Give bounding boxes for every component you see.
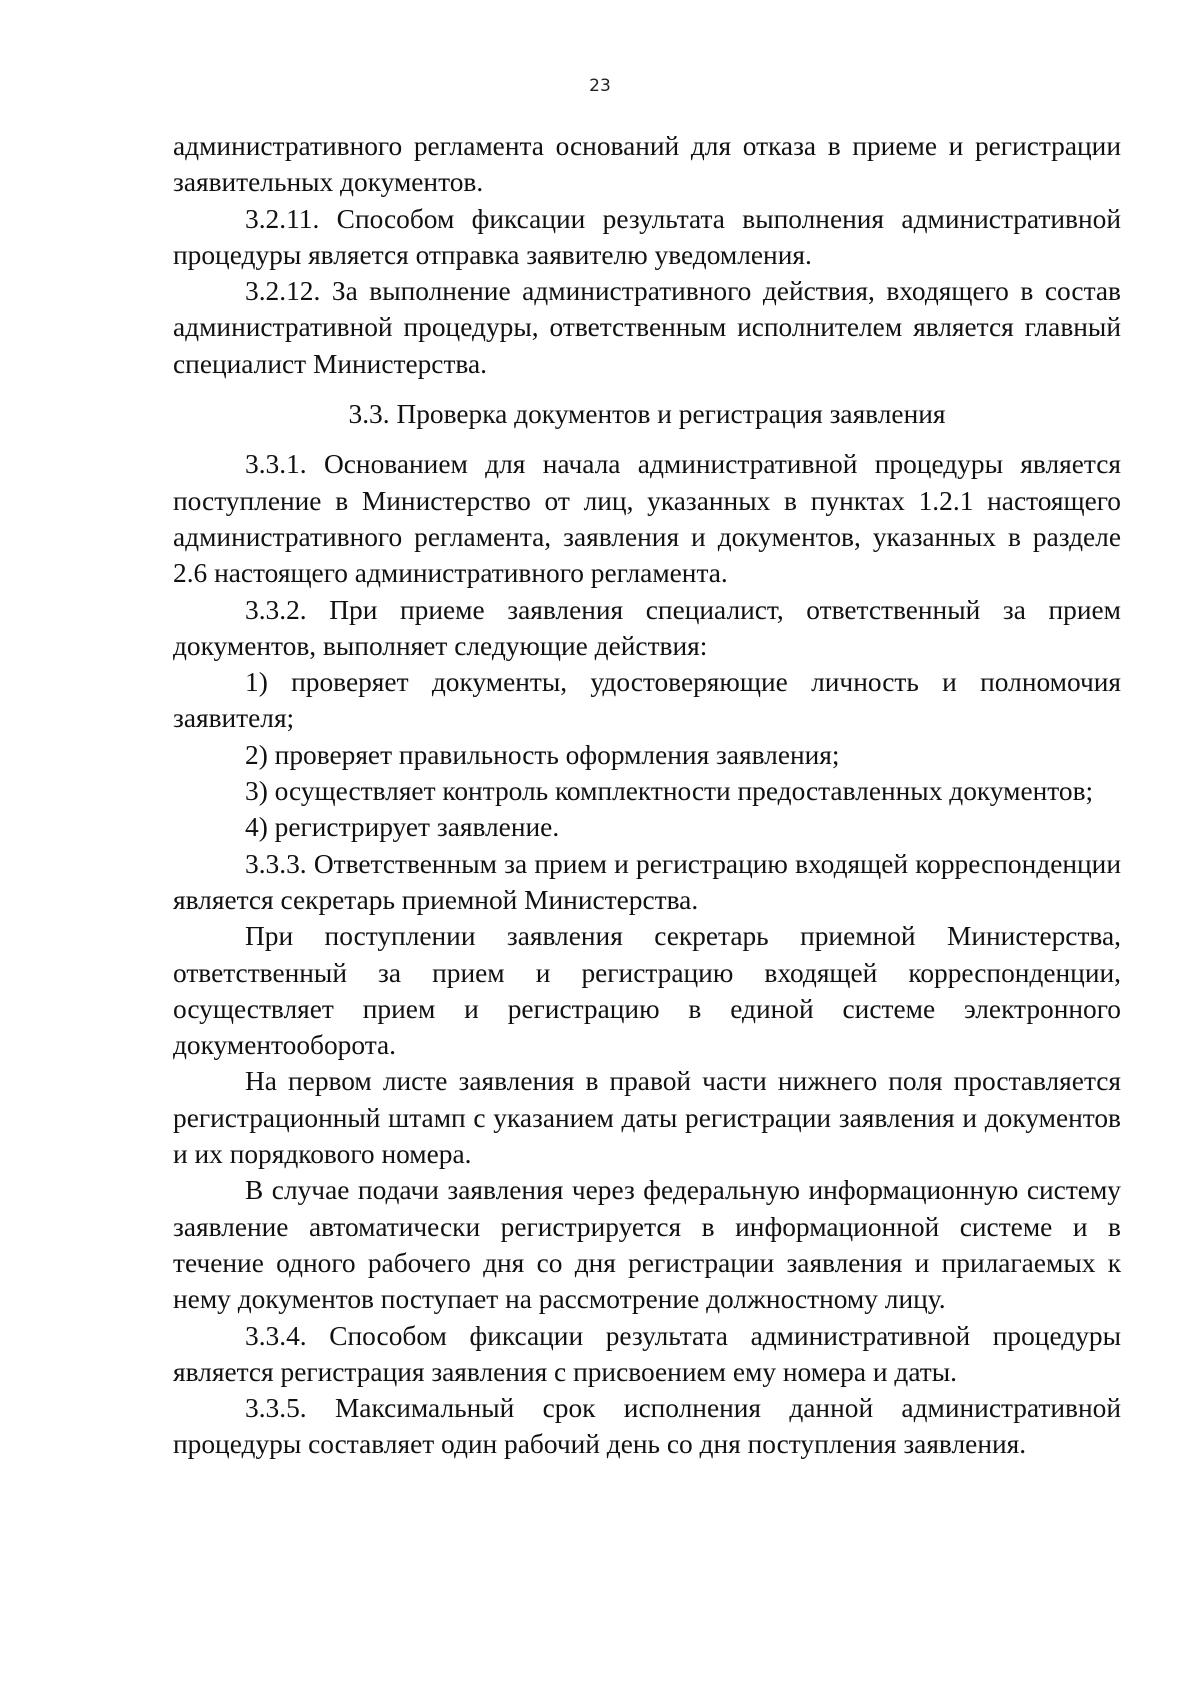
list-item-2: 2) проверяет правильность оформления заявления;	[245, 739, 840, 770]
paragraph-3-2-11: 3.2.11. Способом фиксации результата выполнения административной процедуры является отправка заявителю уведомления.	[173, 203, 1121, 270]
paragraph-3-3-4: 3.3.4. Способом фиксации результата административной процедуры является регистрация заявления с присвоением ему номера и даты.	[173, 1320, 1121, 1387]
page-number: 23	[589, 76, 611, 96]
paragraph-3-3-3: 3.3.3. Ответственным за прием и регистрацию входящей корреспонденции является секретарь приемной Министерства.	[173, 848, 1121, 915]
list-item-3: 3) осуществляет контроль комплектности предоставленных документов;	[245, 776, 1094, 807]
document-body	[173, 128, 1121, 1463]
paragraph-receipt: При поступлении заявления секретарь приемной Министерства, ответственный за прием и регистрацию входящей корреспонденции, осуществляет прием и регистрацию в единой системе электронного документооборота.	[173, 921, 1121, 1061]
paragraph-3-3-1: 3.3.1. Основанием для начала административной процедуры является поступление в Министерство от лиц, указанных в пунктах 1.2.1 настоящего административного регламента, заявления и документов, указанных в разделе 2.6 настоящего административного регламента.	[173, 449, 1121, 589]
paragraph-continuation: административного регламента оснований для отказа в приеме и регистрации заявительных документов.	[173, 131, 1121, 198]
paragraph-3-2-12: 3.2.12. За выполнение административного действия, входящего в состав административной процедуры, ответственным исполнителем является главный специалист Министерства.	[173, 276, 1121, 379]
paragraph-federal-system: В случае подачи заявления через федеральную информационную систему заявление автоматически регистрируется в информационной системе и в течение одного рабочего дня со дня регистрации заявления и прилагаемых к нему документов поступает на рассмотрение должностному лицу.	[173, 1175, 1121, 1315]
paragraph-3-3-5: 3.3.5. Максимальный срок исполнения данной административной процедуры составляет один рабочий день со дня поступления заявления.	[173, 1393, 1121, 1460]
list-item-1: 1) проверяет документы, удостоверяющие личность и полномочия заявителя;	[173, 667, 1121, 734]
paragraph-3-3-2: 3.3.2. При приеме заявления специалист, ответственный за прием документов, выполняет следующие действия:	[173, 594, 1121, 661]
section-heading-block	[173, 382, 1121, 446]
paragraph-stamp: На первом листе заявления в правой части нижнего поля проставляется регистрационный штамп с указанием даты регистрации заявления и документов и их порядкового номера.	[173, 1066, 1121, 1170]
list-item-4: 4) регистрирует заявление.	[245, 812, 560, 843]
section-heading: 3.3. Проверка документов и регистрация заявления	[348, 399, 946, 430]
